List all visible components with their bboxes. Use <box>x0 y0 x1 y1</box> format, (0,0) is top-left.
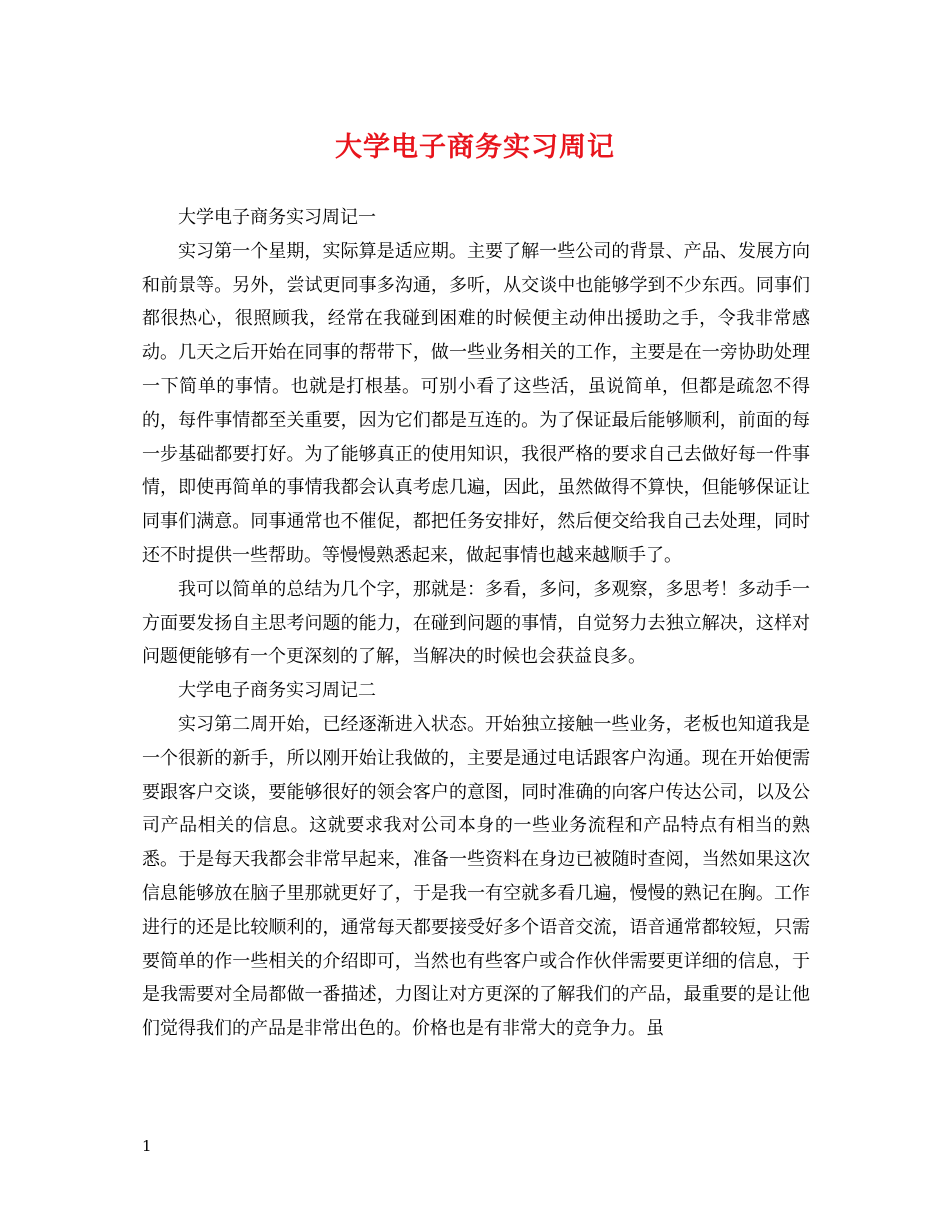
body-paragraph: 实习第二周开始，已经逐渐进入状态。开始独立接触一些业务，老板也知道我是一个很新的新手，所以刚开始让我做的，主要是通过电话跟客户沟通。现在开始便需要跟客户交谈，要能够很好的领会客户的意图，同时准确的向客户传达公司，以及公司产品相关的信息。这就要求我对公司本身的一些业务流程和产品特点有相当的熟悉。于是每天我都会非常早起来，准备一些资料在身边已被随时查阅，当然如果这次信息能够放在脑子里那就更好了，于是我一有空就多看几遍，慢慢的熟记在胸。工作进行的还是比较顺利的，通常每天都要接受好多个语音交流，语音通常都较短，只需要简单的作一些相关的介绍即可，当然也有些客户或合作伙伴需要更详细的信息，于是我需要对全局都做一番描述，力图让对方更深的了解我们的产品，最重要的是让他们觉得我们的产品是非常出色的。价格也是有非常大的竞争力。虽 <box>142 713 810 1040</box>
section-heading-week-two: 大学电子商务实习周记二 <box>178 680 376 702</box>
document-body <box>142 201 810 1046</box>
body-paragraph: 我可以简单的总结为几个字，那就是：多看，多问，多观察，多思考！多动手一方面要发扬自主思考问题的能力，在碰到问题的事情，自觉努力去独立解决，这样对问题便能够有一个更深刻的了解，当解决的时候也会获益良多。 <box>142 578 810 668</box>
section-heading-week-one: 大学电子商务实习周记一 <box>178 207 376 228</box>
page-number: 1 <box>142 1137 152 1155</box>
body-paragraph: 实习第一个星期，实际算是适应期。主要了解一些公司的背景、产品、发展方向和前景等。另外，尝试更同事多沟通，多听，从交谈中也能够学到不少东西。同事们都很热心，很照顾我，经常在我碰到困难的时候便主动伸出援助之手，令我非常感动。几天之后开始在同事的帮带下，做一些业务相关的工作，主要是在一旁协助处理一下简单的事情。也就是打根基。可别小看了这些活，虽说简单，但都是疏忽不得的，每件事情都至关重要，因为它们都是互连的。为了保证最后能够顺利，前面的每一步基础都要打好。为了能够真正的使用知识，我很严格的要求自己去做好每一件事情，即使再简单的事情我都会认真考虑几遍，因此，虽然做得不算快，但能够保证让同事们满意。同事通常也不催促，都把任务安排好，然后便交给我自己去处理，同时还不时提供一些帮助。等慢慢熟悉起来，做起事情也越来越顺手了。 <box>142 240 810 566</box>
document-title: 大学电子商务实习周记 <box>335 132 615 163</box>
